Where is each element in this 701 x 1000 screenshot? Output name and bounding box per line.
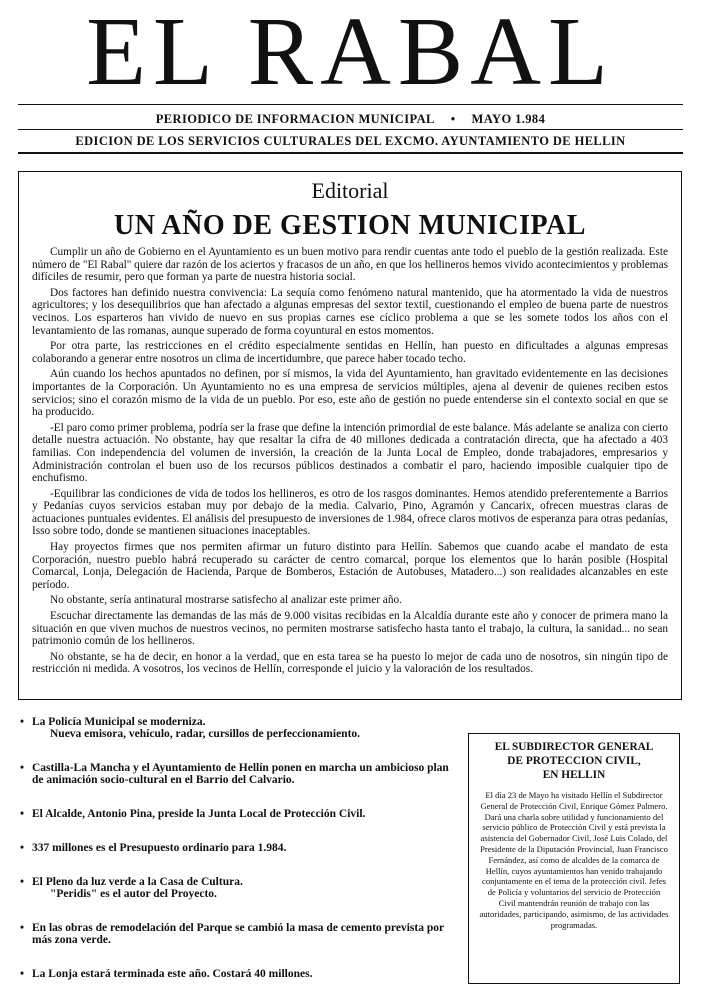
- editorial-paragraph: No obstante, se ha de decir, en honor a la verdad, que en esta tarea se ha puesto lo mejor de cada uno de nosotros, sin ningún tipo de restricción ni medida. A vosotros, los vecinos de Hellín, corresponde el juicio y la valoración de los resultados.: [32, 650, 668, 676]
- headline-subtext: Nueva emisora, vehículo, radar, cursillos de perfeccionamiento.: [50, 728, 361, 740]
- sidebar-body: El día 23 de Mayo ha visitado Hellín el Subdirector General de Protección Civil, Enrique Gómez Palmero. Dará una charla sobre utilidad y funcionamiento del servicio público de Protección Civil y está prevista la asistencia del Gobernador Civil, José Luis Colado, del Presidente de la Diputación Provincial, Juan Francisco Fernández, así como de alcaldes de la comarca de Hellín, cuyos ayuntamientos han venido trabajando conjuntamente en el tema de la protección civil. Jefes de Policía y voluntarios del servicio de Protección Civil mantendrán reunión de trabajo con las autoridades, participando, asimismo, de las actividades programadas.: [479, 790, 669, 930]
- sidebar-title-line: DE PROTECCION CIVIL,: [507, 755, 641, 767]
- editorial-paragraph: Cumplir un año de Gobierno en el Ayuntamiento es un buen motivo para rendir cuentas ante todo el pueblo de la gestión realizada. Este número de "El Rabal" quiere dar razón de los aciertos y fracasos de un año, en que los hellineros hemos vivido acontecimientos y problemas difíciles de resumir, pero que forman ya parte de nuestra historia social.: [32, 246, 668, 284]
- headline-item: [20, 968, 450, 980]
- editorial-paragraph: Escuchar directamente las demandas de las más de 9.000 visitas recibidas en la Alcaldía durante este año y conocer de primera mano la situación en que viven muchos de nuestros vecinos, no permiten mostrarse satisfecho hasta tanto el trabajo, la cultura, la sanidad... no sean patrimonio común de los hellineros.: [32, 610, 668, 648]
- editorial-paragraph: -Equilibrar las condiciones de vida de todos los hellineros, es otro de los rasgos dominantes. Hemos atendido preferentemente a Barrios y Pedanías cuyos servicios estaban muy por debajo de la media. Calvario, Pino, Agramón y Cancarix, ofrecen muestras claras de actuaciones puntuales evidentes. El análisis del presupuesto de inversiones de 1.984, ofrece claros motivos de esperanza para otras pedanías, Isso sobre todo, donde se mantienen situaciones inaceptables.: [32, 487, 668, 538]
- headline-text: 337 millones es el Presupuesto ordinario para 1.984.: [32, 842, 287, 854]
- headline-list: [20, 716, 450, 980]
- masthead: [0, 0, 701, 160]
- headline-item: [20, 762, 450, 786]
- headline-item: [20, 842, 450, 854]
- headline-text: La Policía Municipal se moderniza.: [32, 716, 206, 728]
- editorial-paragraph: No obstante, sería antinatural mostrarse satisfecho al analizar este primer año.: [50, 594, 402, 607]
- headline-subtext: "Peridis" es el autor del Proyecto.: [50, 888, 217, 900]
- editorial-paragraph: Por otra parte, las restricciones en el crédito especialmente sentidas en Hellín, han puesto en dificultades a algunas empresas colaborando a generar entre nosotros un clima de incertidumbre, que parece haber tocado techo.: [32, 340, 668, 365]
- masthead-subtitle: [0, 112, 701, 127]
- editorial-label: Editorial: [311, 178, 389, 203]
- sidebar-title-line: EL SUBDIRECTOR GENERAL: [494, 741, 654, 753]
- editorial-paragraph: -El paro como primer problema, podría ser la frase que define la intención primordial de este balance. Más adelante se analiza con cierto detalle nuestra actuación. No obstante, hay que resaltar la cifra de 40 millones dedicada a contratación directa, que ha afectado a 403 familias. Con independencia del volumen de inversión, la creación de la Junta Local de Empleo, donde trabajadores, empresarios y Administración controlan el buen uso de los recursos públicos destinados a combatir el paro, haciendo imposible cualquier tipo de enchufismo.: [32, 421, 668, 485]
- editorial-paragraph: Dos factores han definido nuestra convivencia: La sequía como fenómeno natural mantenido, que ha atormentado la vida de nuestros agricultores; y los desequilibrios que han afectado a algunas empresas del sextor textil, cuestionando el empleo de buena parte de nuestros vecinos. Los esparteros han vivido de nuevo en sus propias carnes ese cíclico problema a que se les somete todos los años con el levantamiento de las romanas, aunque superado de forma coyuntural en estos momentos.: [32, 286, 668, 337]
- editorial-headline: UN AÑO DE GESTION MUNICIPAL: [114, 210, 586, 241]
- sidebar-title-line: EN HELLIN: [542, 769, 606, 781]
- headline-text: Castilla-La Mancha y el Ayuntamiento de Hellín ponen en marcha un ambicioso plan de animación socio-cultural en el Barrio del Calvario.: [32, 762, 449, 786]
- editorial-paragraph: Aún cuando los hechos apuntados no definen, por sí mismos, la vida del Ayuntamiento, han gravitado evidentemente en las decisiones importantes de la Corporación. Un Ayuntamiento no es una empresa de servicios múltiples, ajena al devenir de quienes reciben estos servicios; sino el corazón mismo de la vida de un pueblo. Por eso, este año de gestión no puede entenderse sin el contexto social en que se ha producido.: [32, 368, 668, 419]
- bullet-separator: •: [450, 112, 456, 126]
- issue-date: MAYO 1.984: [471, 112, 546, 126]
- edition-line: EDICION DE LOS SERVICIOS CULTURALES DEL EXCMO. AYUNTAMIENTO DE HELLIN: [75, 134, 626, 148]
- sidebar-box: [468, 733, 680, 984]
- headline-text: El Alcalde, Antonio Pina, preside la Junta Local de Protección Civil.: [32, 808, 366, 820]
- headline-text: En las obras de remodelación del Parque se cambió la masa de cemento prevista por más zona verde.: [32, 922, 444, 946]
- editorial-paragraph: Hay proyectos firmes que nos permiten afirmar un futuro distinto para Hellín. Sabemos que cuando acabe el mandato de esta Corporación, nuestro pueblo habrá recuperado su carácter de centro comarcal, porque los elementos que lo harán posible (Hospital Comarcal, Lonja, Delegación de Hacienda, Parque de Bomberos, Estación de Autobuses, Matadero...) son realidades alcanzables en este período.: [32, 541, 668, 591]
- sidebar-title: [473, 740, 675, 782]
- newspaper-title: EL RABAL: [86, 0, 615, 106]
- headline-item: [20, 716, 450, 740]
- editorial-body: [32, 246, 668, 679]
- masthead-rule-middle: [18, 129, 683, 130]
- masthead-rule-bottom: [18, 152, 683, 154]
- headline-item: [20, 922, 450, 946]
- headline-text: La Lonja estará terminada este año. Costará 40 millones.: [32, 968, 313, 980]
- headline-text: El Pleno da luz verde a la Casa de Cultura.: [32, 876, 243, 888]
- masthead-rule-top: [18, 104, 683, 105]
- headline-item: [20, 876, 450, 900]
- editorial-box: [18, 171, 682, 700]
- headline-item: [20, 808, 450, 820]
- publication-type: PERIODICO DE INFORMACION MUNICIPAL: [155, 112, 435, 126]
